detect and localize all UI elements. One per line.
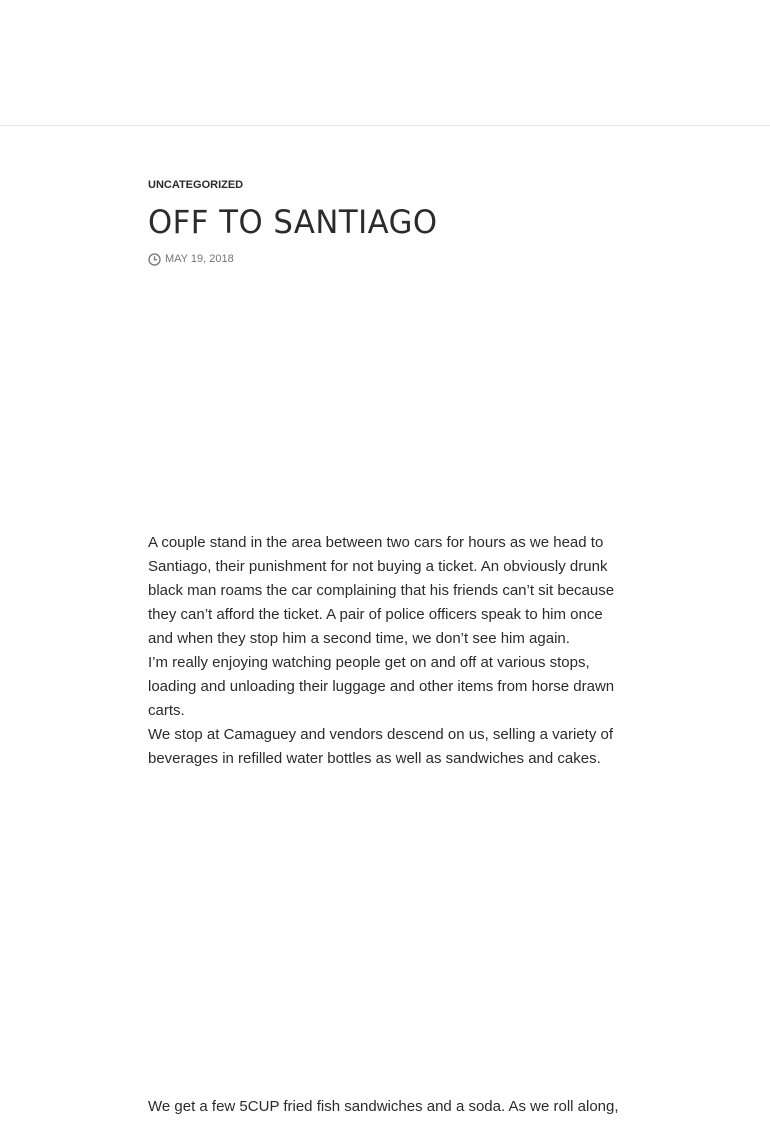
post-content — [148, 531, 624, 771]
paragraph: We stop at Camaguey and vendors descend on us, selling a variety of beverages in refilled water bottles as well as sandwiches and cakes. — [148, 726, 613, 767]
category-link[interactable]: UNCATEGORIZED — [148, 179, 244, 191]
paragraph: I’m really enjoying watching people get on and off at various stops, loading and unloading their luggage and other items from horse drawn carts. — [148, 654, 615, 719]
paragraph: We get a few 5CUP fried fish sandwiches and a soda. As we roll along, — [148, 1098, 619, 1115]
post-header — [148, 175, 624, 266]
post-meta — [148, 252, 624, 266]
paragraph: A couple stand in the area between two cars for hours as we head to Santiago, their punishment for not buying a ticket. An obviously drunk black man roams the car complaining that his friends can’t sit because they can’t afford the ticket. A pair of police officers speak to him once and when they stop him a second time, we don’t see him again. — [148, 534, 615, 647]
post-content-continued — [148, 1095, 624, 1119]
clock-icon — [148, 253, 161, 266]
post-date[interactable]: MAY 19, 2018 — [165, 253, 234, 265]
post-title: OFF TO SANTIAGO — [148, 203, 438, 241]
site-header — [0, 0, 770, 126]
